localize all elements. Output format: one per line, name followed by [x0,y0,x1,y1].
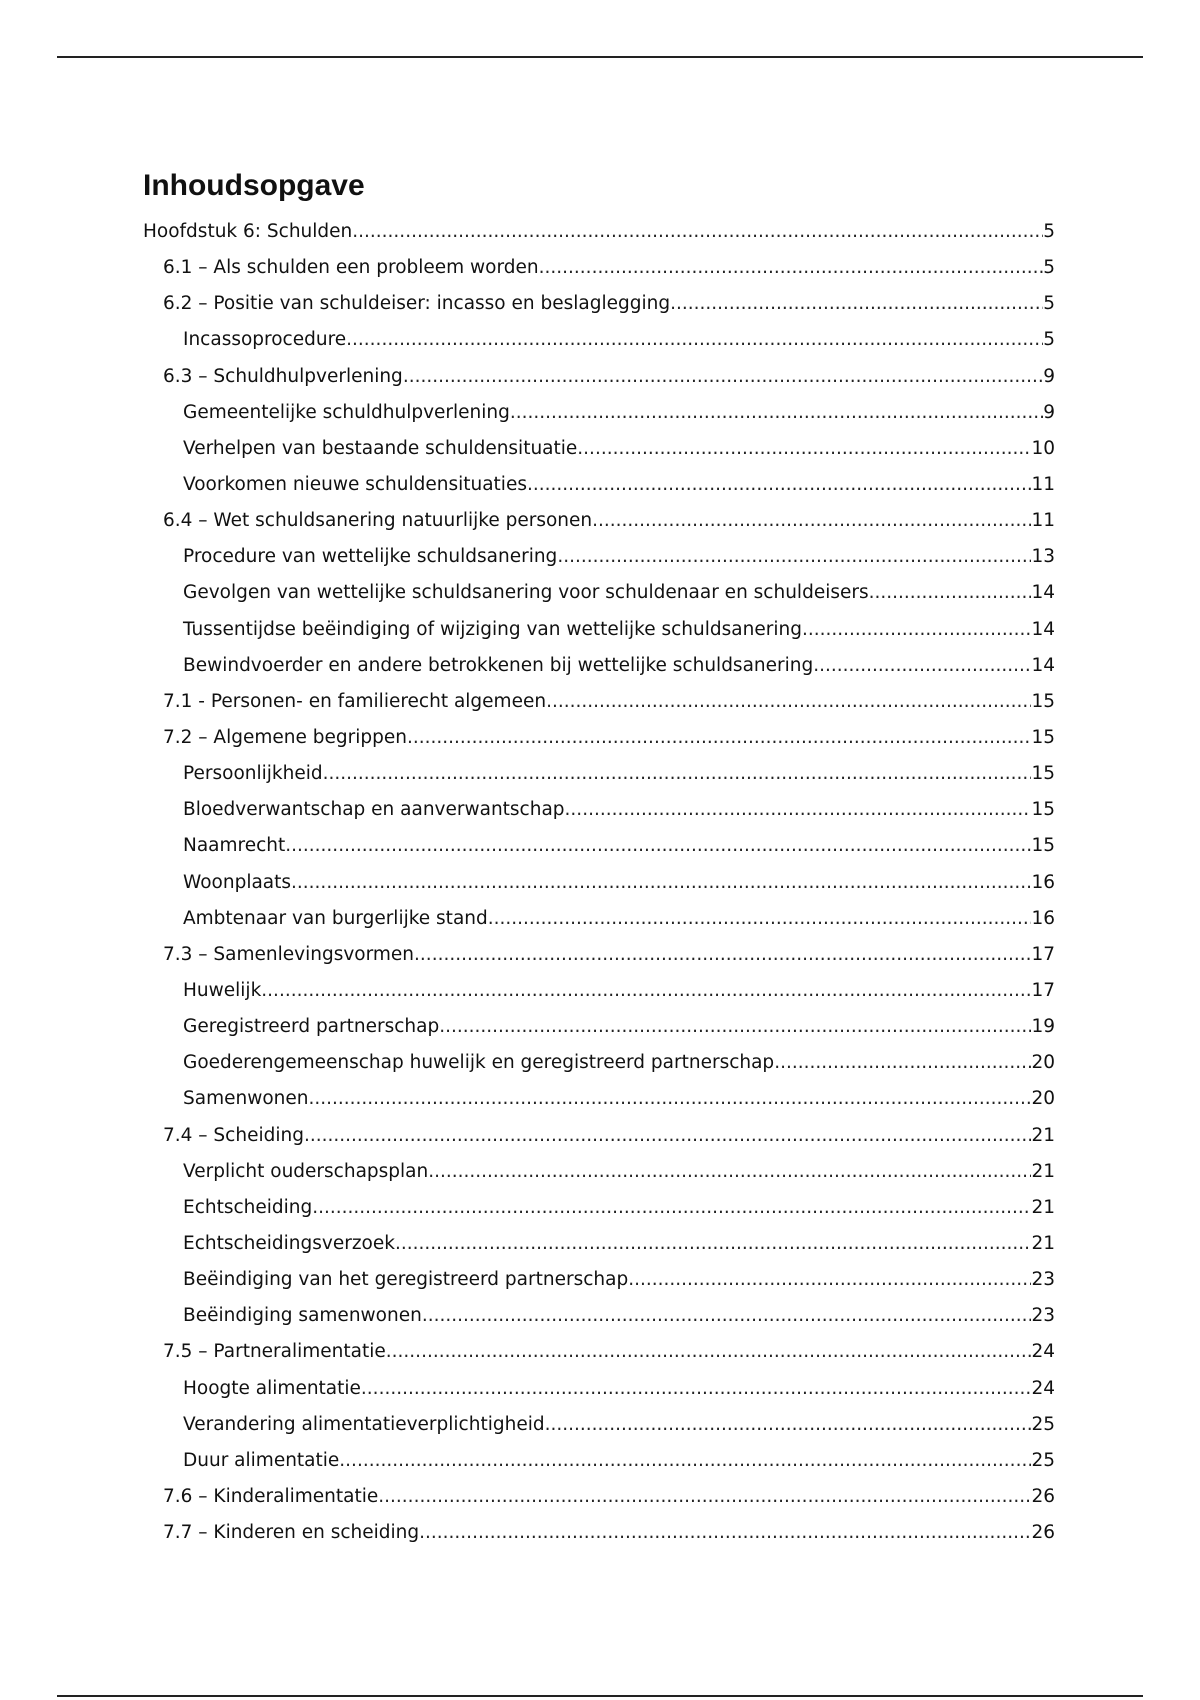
toc-entry[interactable] [143,1118,1055,1154]
toc-entry[interactable] [143,1226,1055,1262]
toc-dot-leader [592,503,1031,539]
toc-entry-title: Woonplaats [183,871,292,893]
toc-entry-page-number: 23 [1031,1305,1055,1327]
toc-entry-title: Gevolgen van wettelijke schuldsanering voor schuldenaar en schuldeisers [183,582,869,604]
toc-entry-title: Geregistreerd partnerschap [183,1016,440,1038]
toc-entry-title: Gemeentelijke schuldhulpverlening [183,401,510,423]
toc-entry[interactable] [143,1009,1055,1045]
toc-entry-page-number: 5 [1043,329,1055,351]
toc-entry-page-number: 15 [1031,835,1055,857]
toc-entry[interactable] [143,648,1055,684]
toc-entry[interactable] [143,467,1055,503]
toc-entry[interactable] [143,1081,1055,1117]
toc-entry-page-number: 17 [1031,943,1055,965]
toc-entry-title: 7.4 – Scheiding [163,1124,304,1146]
toc-dot-leader [546,684,1031,720]
toc-entry[interactable] [143,612,1055,648]
toc-title: Inhoudsopgave [143,169,365,202]
toc-entry-title: Verplicht ouderschapsplan [183,1160,429,1182]
toc-entry-page-number: 13 [1031,546,1055,568]
toc-entry[interactable] [143,250,1055,286]
toc-entry-page-number: 20 [1031,1088,1055,1110]
toc-entry[interactable] [143,1154,1055,1190]
toc-entry-title: 6.3 – Schuldhulpverlening [163,365,403,387]
toc-entry-title: 7.6 – Kinderalimentatie [163,1485,379,1507]
toc-entry-page-number: 14 [1031,618,1055,640]
toc-dot-leader [291,865,1031,901]
toc-entry-title: Verhelpen van bestaande schuldensituatie [183,437,578,459]
toc-entry-page-number: 21 [1031,1160,1055,1182]
toc-dot-leader [361,1371,1032,1407]
toc-entry-page-number: 14 [1031,582,1055,604]
toc-entry[interactable] [143,1262,1055,1298]
toc-dot-leader [403,359,1043,395]
toc-entry-title: Ambtenaar van burgerlijke stand [183,907,488,929]
toc-dot-leader [628,1262,1031,1298]
toc-entry-page-number: 15 [1031,799,1055,821]
toc-dot-leader [488,901,1032,937]
toc-entry-title: Echtscheidingsverzoek [183,1232,395,1254]
toc-entry-title: Tussentijdse beëindiging of wijziging van wettelijke schuldsanering [183,618,802,640]
toc-entry-title: Hoofdstuk 6: Schulden [143,221,353,242]
toc-entry[interactable] [143,1298,1055,1334]
toc-dot-leader [323,756,1032,792]
toc-entry-page-number: 24 [1031,1341,1055,1363]
toc-entry-page-number: 20 [1031,1052,1055,1074]
toc-entry[interactable] [143,431,1055,467]
toc-dot-leader [510,395,1043,431]
toc-entry-title: Beëindiging van het geregistreerd partnerschap [183,1269,629,1291]
toc-entry-page-number: 25 [1031,1413,1055,1435]
toc-entry[interactable] [143,684,1055,720]
toc-dot-leader [304,1118,1032,1154]
toc-entry-page-number: 10 [1031,437,1055,459]
toc-dot-leader [577,431,1031,467]
toc-entry[interactable] [143,901,1055,937]
toc-entry-title: 7.5 – Partneralimentatie [163,1341,386,1363]
toc-entry-page-number: 5 [1043,257,1055,279]
toc-entry-page-number: 15 [1031,690,1055,712]
toc-entry-title: 7.2 – Algemene begrippen [163,726,407,748]
toc-entry[interactable] [143,973,1055,1009]
toc-dot-leader [422,1298,1032,1334]
toc-entry-page-number: 21 [1031,1124,1055,1146]
toc-dot-leader [414,937,1031,973]
toc-dot-leader [309,1081,1032,1117]
toc-entry[interactable] [143,539,1055,575]
toc-entry-title: Goederengemeenschap huwelijk en geregistreerd partnerschap [183,1052,775,1074]
toc-entry[interactable] [143,792,1055,828]
toc-entry-page-number: 16 [1031,871,1055,893]
toc-entry[interactable] [143,214,1055,250]
toc-entry-title: Procedure van wettelijke schuldsanering [183,546,558,568]
toc-entry-title: Beëindiging samenwonen [183,1305,422,1327]
toc-dot-leader [527,467,1031,503]
toc-entry-title: 7.1 - Personen- en familierecht algemeen [163,690,547,712]
toc-entry-page-number: 11 [1031,510,1055,532]
toc-entry[interactable] [143,575,1055,611]
toc-dot-leader [802,612,1032,648]
toc-entry-title: 7.7 – Kinderen en scheiding [163,1522,420,1544]
toc-entry[interactable] [143,756,1055,792]
toc-entry[interactable] [143,1190,1055,1226]
toc-list [143,214,1055,1551]
toc-entry-title: 6.4 – Wet schuldsanering natuurlijke personen [163,510,593,532]
toc-entry[interactable] [143,1515,1055,1551]
toc-entry-title: 6.2 – Positie van schuldeiser: incasso en beslaglegging [163,293,671,315]
toc-entry-title: Bewindvoerder en andere betrokkenen bij wettelijke schuldsanering [183,654,814,676]
toc-entry-title: Bloedverwantschap en aanverwantschap [183,799,565,821]
toc-entry[interactable] [143,322,1055,358]
toc-dot-leader [386,1334,1032,1370]
toc-entry-page-number: 21 [1031,1196,1055,1218]
toc-entry-page-number: 23 [1031,1269,1055,1291]
toc-entry-page-number: 16 [1031,907,1055,929]
toc-entry[interactable] [143,1443,1055,1479]
toc-dot-leader [419,1515,1031,1551]
toc-entry-page-number: 9 [1043,401,1055,423]
toc-entry[interactable] [143,359,1055,395]
toc-entry-title: Voorkomen nieuwe schuldensituaties [183,473,527,495]
toc-entry[interactable] [143,1045,1055,1081]
toc-entry-title: Samenwonen [183,1088,309,1110]
toc-entry-title: Verandering alimentatieverplichtigheid [183,1413,545,1435]
toc-entry[interactable] [143,865,1055,901]
toc-dot-leader [557,539,1031,575]
toc-entry-title: Naamrecht [183,835,286,857]
toc-dot-leader [813,648,1031,684]
toc-entry[interactable] [143,503,1055,539]
toc-entry-page-number: 5 [1043,293,1055,315]
toc-dot-leader [565,792,1032,828]
toc-dot-leader [545,1407,1032,1443]
toc-dot-leader [395,1226,1032,1262]
toc-dot-leader [312,1190,1031,1226]
footer-rule [57,1695,1143,1697]
toc-entry[interactable] [143,286,1055,322]
toc-dot-leader [539,250,1044,286]
toc-entry-title: 7.3 – Samenlevingsvormen [163,943,415,965]
toc-entry-page-number: 26 [1031,1485,1055,1507]
toc-dot-leader [346,322,1043,358]
toc-dot-leader [285,828,1031,864]
toc-dot-leader [352,214,1043,250]
toc-entry-page-number: 21 [1031,1232,1055,1254]
toc-entry[interactable] [143,937,1055,973]
toc-entry[interactable] [143,395,1055,431]
toc-entry-page-number: 17 [1031,979,1055,1001]
toc-dot-leader [339,1443,1031,1479]
toc-dot-leader [378,1479,1031,1515]
toc-entry[interactable] [143,828,1055,864]
toc-entry-page-number: 15 [1031,763,1055,785]
toc-entry-page-number: 11 [1031,473,1055,495]
toc-dot-leader [869,575,1032,611]
toc-entry-page-number: 14 [1031,654,1055,676]
toc-entry[interactable] [143,720,1055,756]
table-of-contents [143,164,1055,1551]
toc-entry-page-number: 9 [1043,365,1055,387]
toc-entry[interactable] [143,1371,1055,1407]
toc-entry-title: Incassoprocedure [183,329,347,351]
toc-entry[interactable] [143,1407,1055,1443]
toc-dot-leader [261,973,1031,1009]
toc-entry-page-number: 24 [1031,1377,1055,1399]
toc-entry-title: Persoonlijkheid [183,763,323,785]
toc-entry-page-number: 25 [1031,1449,1055,1471]
toc-entry-title: Duur alimentatie [183,1449,340,1471]
toc-dot-leader [407,720,1032,756]
toc-entry-page-number: 5 [1043,221,1055,242]
toc-dot-leader [670,286,1043,322]
toc-entry-title: Echtscheiding [183,1196,313,1218]
toc-entry-title: Huwelijk [183,979,262,1001]
toc-dot-leader [428,1154,1031,1190]
toc-dot-leader [439,1009,1031,1045]
toc-entry-title: Hoogte alimentatie [183,1377,361,1399]
toc-entry-title: 6.1 – Als schulden een probleem worden [163,257,539,279]
toc-entry-page-number: 26 [1031,1522,1055,1544]
toc-dot-leader [774,1045,1031,1081]
toc-entry-page-number: 15 [1031,726,1055,748]
toc-entry[interactable] [143,1334,1055,1370]
toc-entry[interactable] [143,1479,1055,1515]
header-rule [57,56,1143,58]
toc-entry-page-number: 19 [1031,1016,1055,1038]
